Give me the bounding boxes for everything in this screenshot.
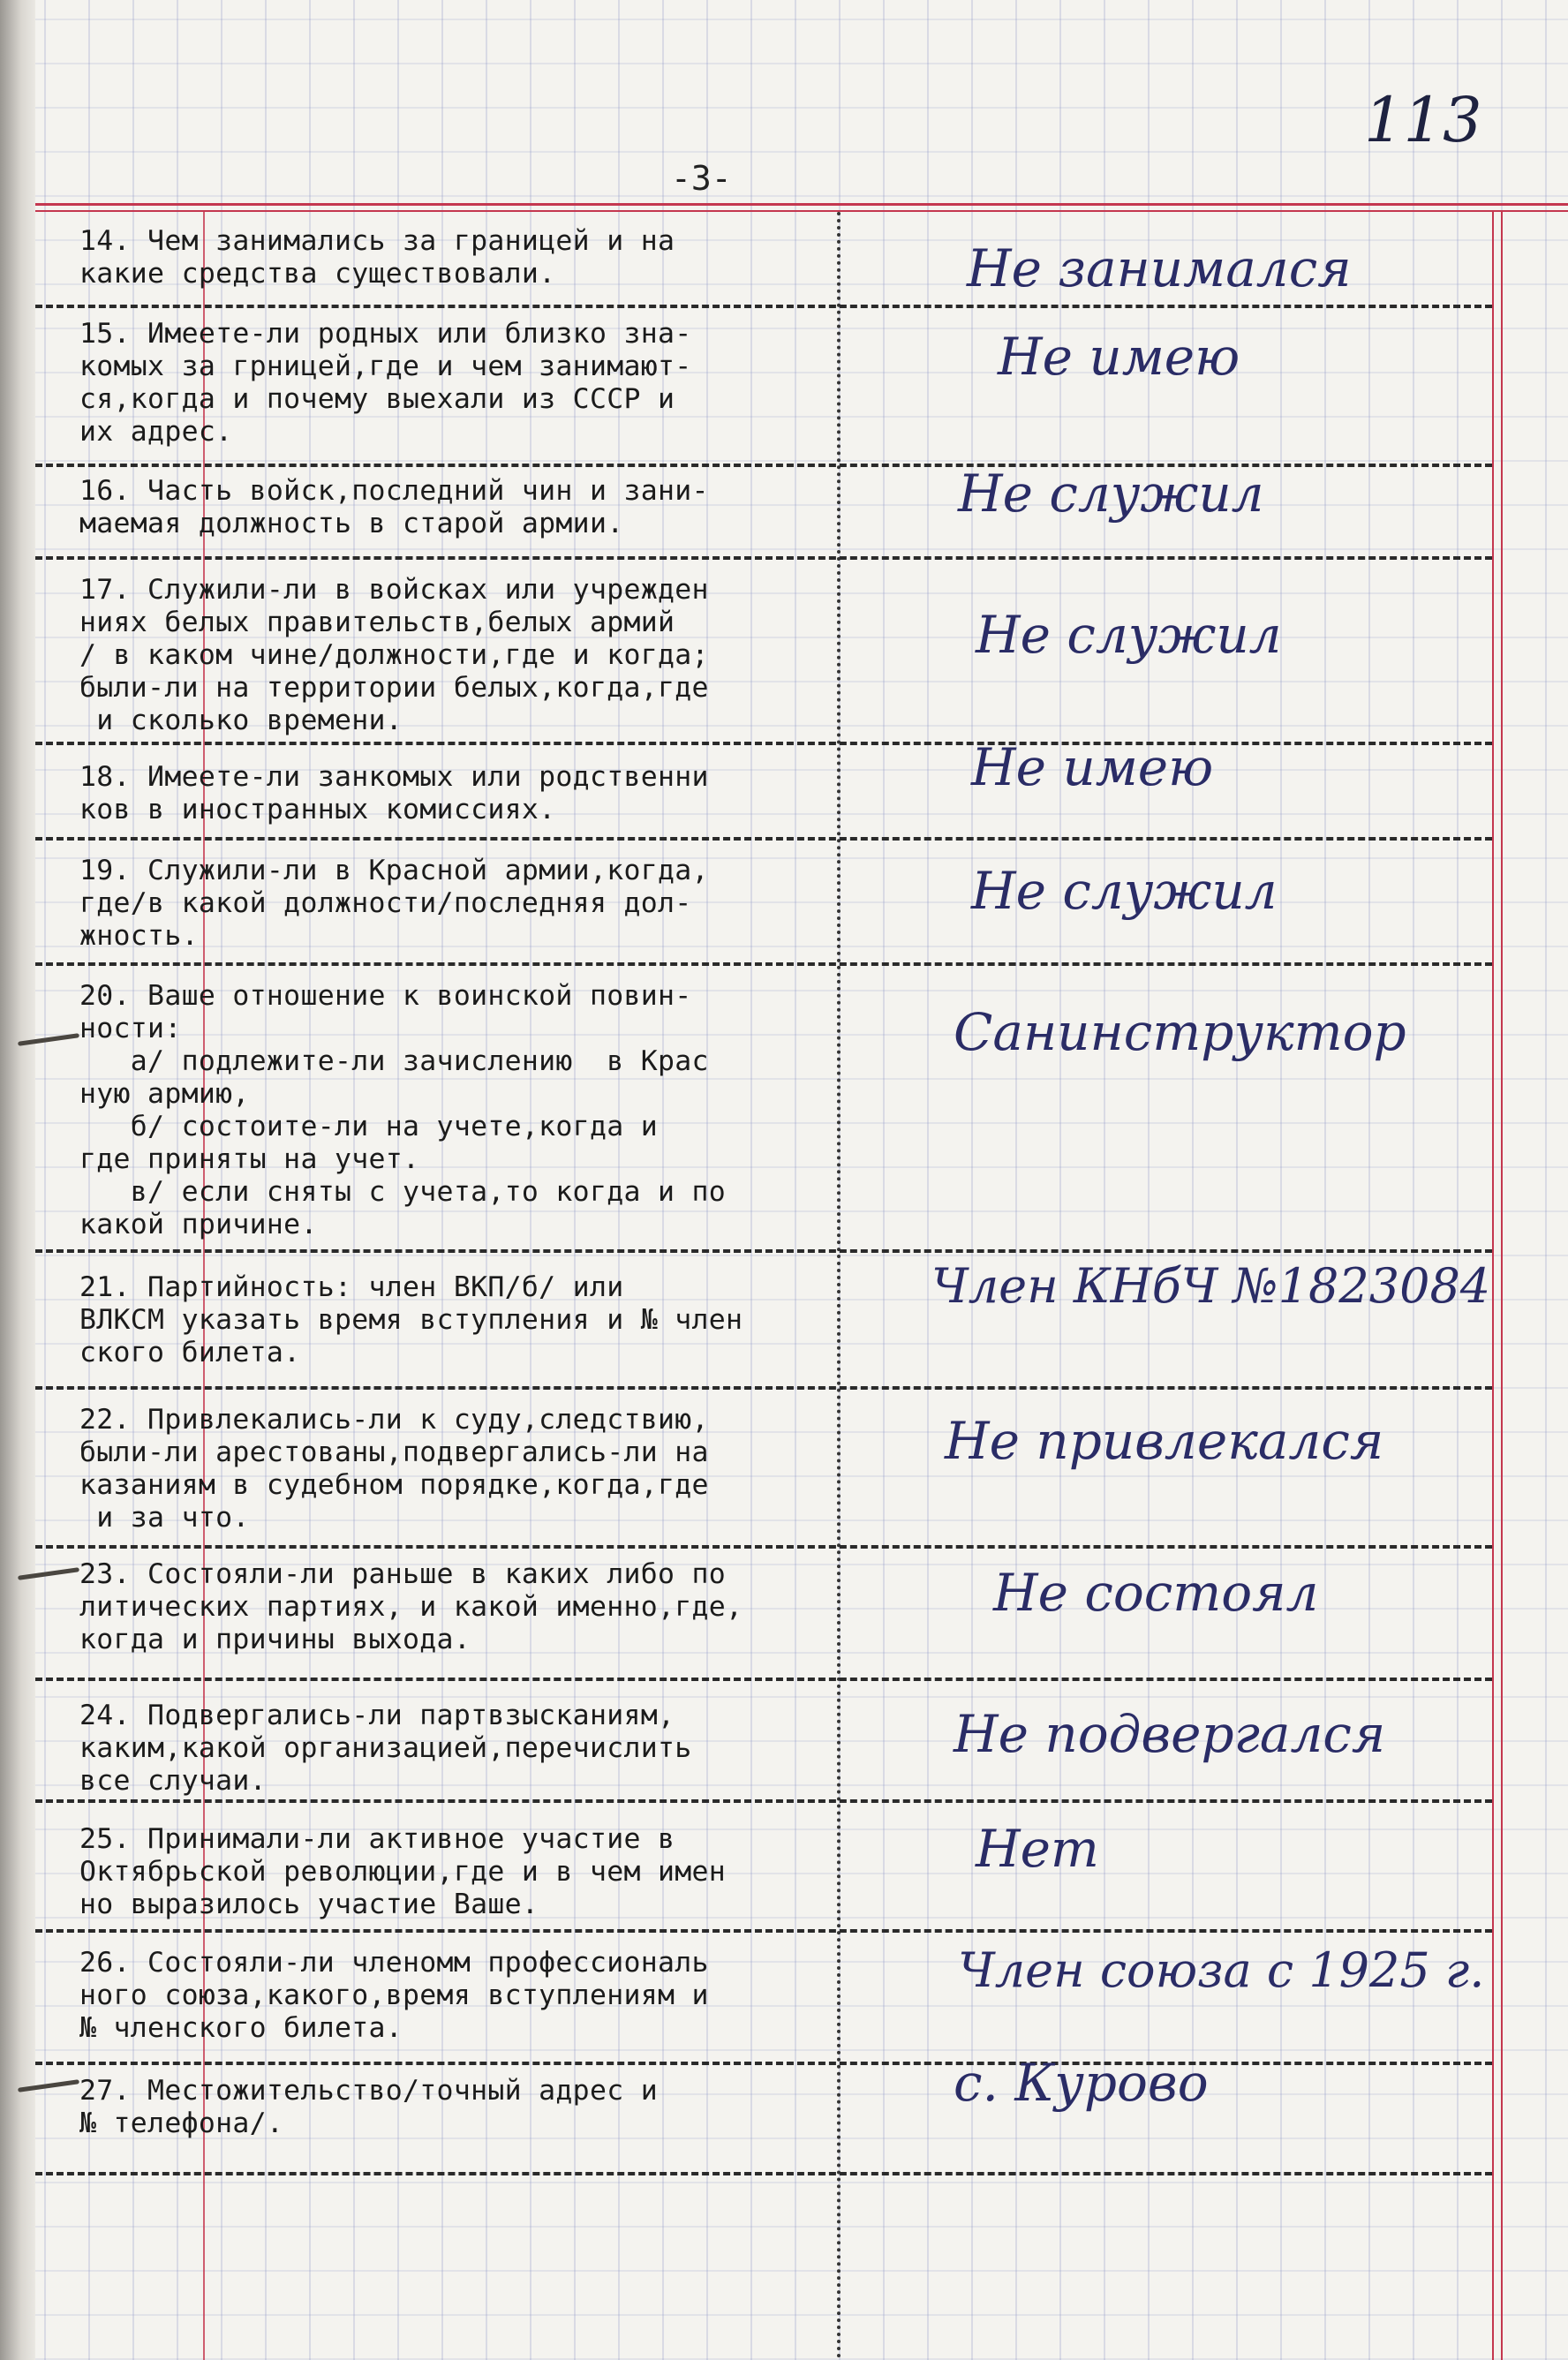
- row-separator: [35, 1799, 1492, 1803]
- answer-18: Не имею: [971, 737, 1214, 797]
- answer-14: Не занимался: [967, 238, 1352, 298]
- question-17: 17. Служили-ли в войсках или учрежден ниях белых правительств,белых армий / в каком чине/должности,где и когда; были-ли на территории белых,когда,где и сколько времени.: [79, 574, 709, 736]
- answer-15: Не имею: [998, 327, 1240, 387]
- question-25: 25. Принимали-ли активное участие в Октябрьской революции,где и в чем имен но выразилось участие Ваше.: [79, 1823, 727, 1920]
- question-24: 24. Подвергались-ли партвзысканиям, каким,какой организацией,перечислить все случаи.: [79, 1700, 692, 1797]
- answer-17: Не служил: [976, 605, 1282, 665]
- answer-22: Не привлекался: [945, 1411, 1384, 1471]
- question-26: 26. Состояли-ли членомм профессиональ ного союза,какого,время вступлениям и № членского билета.: [79, 1947, 709, 2044]
- row-separator: [35, 2172, 1492, 2175]
- row-separator: [35, 1386, 1492, 1390]
- question-14: 14. Чем занимались за границей и на какие средства существовали.: [79, 225, 675, 290]
- row-separator: [35, 962, 1492, 966]
- row-separator: [35, 1929, 1492, 1933]
- question-18: 18. Имеете-ли занкомых или родственни ков в иностранных комиссиях.: [79, 761, 709, 826]
- question-21: 21. Партийность: член ВКП/б/ или ВЛКСМ указать время вступления и № член ского билета.: [79, 1271, 743, 1368]
- row-separator: [35, 305, 1492, 308]
- margin-line: [1492, 212, 1494, 2360]
- top-rule: [35, 203, 1568, 206]
- answer-16: Не служил: [958, 464, 1264, 524]
- row-separator: [35, 556, 1492, 560]
- row-separator: [35, 2062, 1492, 2065]
- question-20: 20. Ваше отношение к воинской повин- ности: а/ подлежите-ли зачислению в Крас ную армию, б/ состоите-ли на учете,когда и где приняты на учет. в/ если сняты с учета,то когда и по какой причине.: [79, 980, 727, 1240]
- row-separator: [35, 837, 1492, 841]
- page-number: 113: [1364, 84, 1482, 156]
- row-separator: [35, 1545, 1492, 1549]
- row-separator: [35, 742, 1492, 745]
- answer-19: Не служил: [971, 861, 1278, 921]
- answer-26: Член союза с 1925 г.: [958, 1942, 1485, 1998]
- question-27: 27. Местожительство/точный адрес и № телефона/.: [79, 2075, 658, 2139]
- answer-20: Санинструктор: [954, 1002, 1406, 1062]
- row-separator: [35, 464, 1492, 467]
- question-15: 15. Имеете-ли родных или близко зна- комых за грницей,где и чем занимают- ся,когда и почему выехали из СССР и их адрес.: [79, 318, 692, 448]
- question-19: 19. Служили-ли в Красной армии,когда, где/в какой должности/последняя дол- жность.: [79, 855, 709, 952]
- row-separator: [35, 1249, 1492, 1253]
- question-23: 23. Состояли-ли раньше в каких либо по литических партиях, и какой именно,где, когда и причины выхода.: [79, 1558, 743, 1655]
- answer-23: Не состоял: [993, 1563, 1319, 1623]
- question-16: 16. Часть войск,последний чин и зани- маемая должность в старой армии.: [79, 475, 709, 539]
- question-22: 22. Привлекались-ли к суду,следствию, были-ли арестованы,подвергались-ли на казаниям в судебном порядке,когда,где и за что.: [79, 1404, 709, 1534]
- answer-21: Член КНбЧ №1823084: [931, 1258, 1491, 1314]
- row-separator: [35, 1678, 1492, 1681]
- top-rule: [35, 210, 1568, 212]
- answer-24: Не подвергался: [954, 1704, 1386, 1764]
- answer-27: с. Курово: [954, 2053, 1209, 2113]
- page-mark: -3-: [671, 159, 732, 198]
- page-binding: [0, 0, 35, 2360]
- margin-line: [1501, 212, 1503, 2360]
- answer-25: Нет: [976, 1819, 1099, 1879]
